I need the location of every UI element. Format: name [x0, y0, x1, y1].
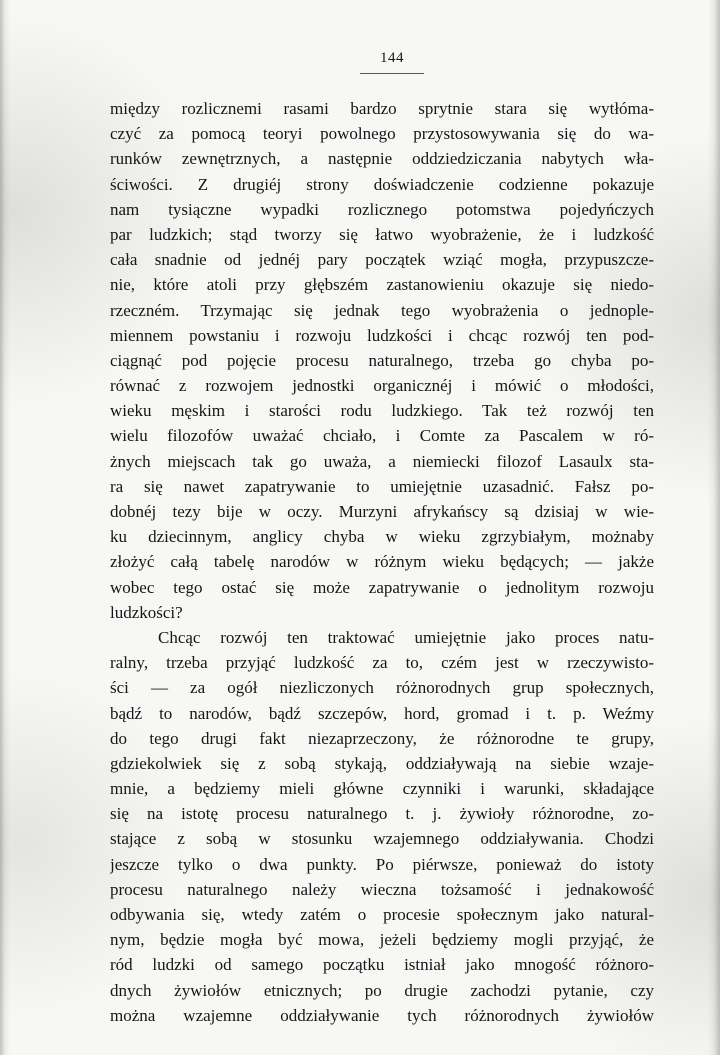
text-line-6: par ludzkich; stąd tworzy się łatwo wyobrażenie, że i ludzkość — [110, 224, 654, 244]
text-line-3: runków zewnętrznych, a następnie oddziedziczania nabytych wła- — [110, 149, 654, 169]
text-line-26: do tego drugi fakt niezaprzeczony, że różnorodne te grupy, — [110, 728, 654, 748]
text-line-28: mnie, a będziemy mieli główne czynniki i warunki, składające — [110, 779, 654, 799]
text-line-24: ści — za ogół niezliczonych różnorodnych grup społecznych, — [110, 678, 654, 698]
text-line-34: nym, będzie mogła być mowa, jeżeli będziemy mogli przyjąć, że — [110, 930, 654, 950]
text-line-22: Chcąc rozwój ten traktować umiejętnie jako proces natu- — [158, 627, 654, 647]
text-line-7: cała snadnie od jednéj pary początek wziąć mogła, przypuszcze- — [110, 250, 654, 270]
text-line-25: bądź to narodów, bądź szczepów, hord, gromad i t. p. Weźmy — [110, 703, 654, 723]
text-line-12: równać z rozwojem jednostki organicznéj i mówić o młodości, — [110, 376, 654, 396]
text-line-2: czyć za pomocą teoryi powolnego przystosowywania się do wa- — [110, 124, 654, 144]
text-line-18: ku dziecinnym, anglicy chyba w wieku zgrzybiałym, możnaby — [110, 527, 654, 547]
text-line-17: dobnéj tezy bije w oczy. Murzyni afrykańscy są dzisiaj w wie- — [110, 502, 654, 521]
text-line-15: żnych miejscach tak go uważa, a niemiecki filozof Lasaulx sta- — [110, 451, 654, 471]
text-line-27: gdziekolwiek się z sobą stykają, oddziaływają na siebie wzaje- — [110, 753, 654, 773]
text-line-33: odbywania się, wtedy zatém o procesie społecznym jako natural- — [110, 905, 654, 924]
body-text — [110, 96, 654, 1028]
text-line-11: ciągnąć pod pojęcie procesu naturalnego, trzeba go chyba po- — [110, 350, 654, 370]
text-line-19: złożyć całą tabelę narodów w różnym wieku będących; — jakże — [110, 552, 654, 572]
page-right-shadow — [708, 0, 720, 1055]
page-number-rule — [360, 73, 424, 74]
text-line-30: stające z sobą w stosunku wzajemnego oddziaływania. Chodzi — [110, 829, 654, 849]
page-left-shadow — [0, 0, 10, 1055]
text-line-36: dnych żywiołów etnicznych; po drugie zachodzi pytanie, czy — [110, 980, 654, 1000]
text-line-16: ra się nawet zapatrywanie to umiejętnie uzasadnić. Fałsz po- — [110, 476, 654, 496]
text-line-23: ralny, trzeba przyjąć ludzkość za to, czém jest w rzeczywisto- — [110, 653, 654, 673]
text-line-10: miennem powstaniu i rozwoju ludzkości i chcąc rozwój ten pod- — [110, 325, 654, 345]
text-line-5: nam tysiączne wypadki rozlicznego potomstwa pojedyńczych — [110, 199, 654, 219]
text-line-14: wielu filozofów uważać chciało, i Comte za Pascalem w ró- — [110, 426, 654, 446]
text-line-8: nie, które atoli przy głębszém zastanowieniu okazuje się niedo- — [110, 275, 654, 295]
text-line-29: się na istotę procesu naturalnego t. j. żywioły różnorodne, zo- — [110, 804, 654, 824]
text-line-31: jeszcze tylko o dwa punkty. Po piérwsze, ponieważ do istoty — [110, 854, 654, 874]
text-line-21: ludzkości? — [110, 602, 183, 622]
text-line-4: ściwości. Z drugiéj strony doświadczenie codzienne pokazuje — [110, 174, 654, 194]
text-line-13: wieku męskim i starości rodu ludzkiego. Tak też rozwój ten — [110, 401, 654, 421]
text-line-20: wobec tego ostać się może zapatrywanie o jednolitym rozwoju — [110, 577, 654, 597]
text-line-32: procesu naturalnego należy wieczna tożsamość i jednakowość — [110, 879, 654, 899]
text-line-37: można wzajemne oddziaływanie tych różnorodnych żywiołów — [110, 1005, 654, 1025]
text-line-9: rzeczném. Trzymając się jednak tego wyobrażenia o jednople- — [110, 300, 654, 320]
text-line-1: między rozlicznemi rasami bardzo sprytnie stara się wytłóma- — [110, 99, 654, 118]
text-line-35: ród ludzki od samego początku istniał jako mnogość różnoro- — [110, 955, 654, 975]
page-number: 144 — [380, 50, 404, 66]
